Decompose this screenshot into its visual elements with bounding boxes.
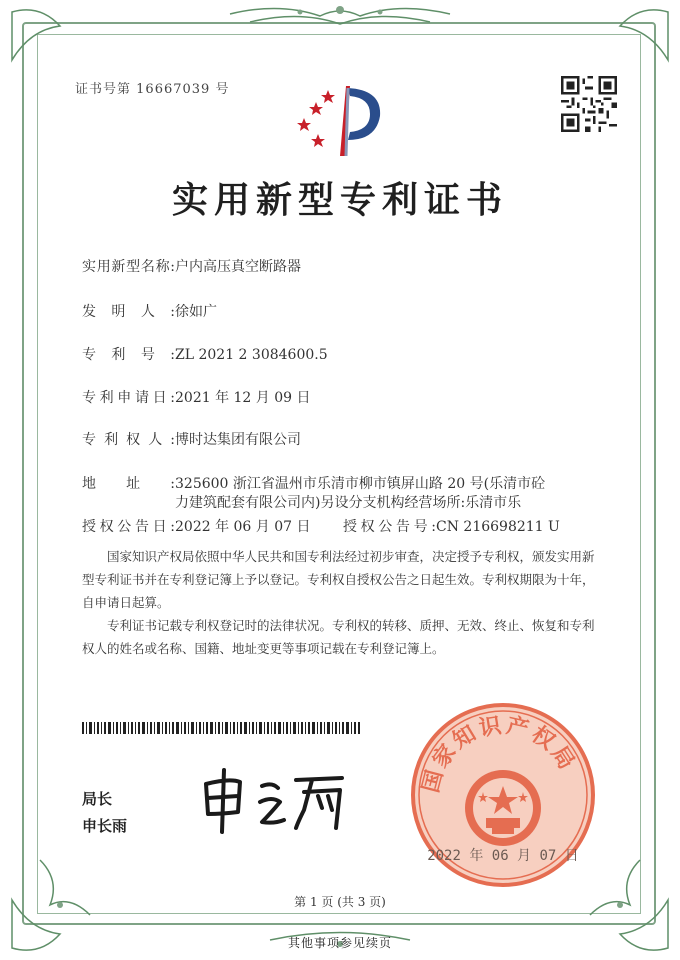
body-paragraph-1: 国家知识产权局依照中华人民共和国专利法经过初步审查，决定授予专利权，颁发实用新型专利证书并在专利登记簿上予以登记。专利权自授权公告之日起生效。专利权期限为十年，自申请日起算。 — [82, 549, 595, 610]
utility-model-name-row — [82, 258, 301, 276]
qr-code-icon — [561, 76, 617, 132]
patent-number-row — [82, 346, 328, 364]
address-line-1: 325600 浙江省温州市乐清市柳市镇屏山路 20 号(乐清市砼 — [175, 476, 546, 492]
utility-model-name-value: 户内高压真空断路器 — [175, 259, 301, 275]
continuation-note: 其他事项参见续页 — [287, 936, 392, 950]
director-name: 申长雨 — [82, 817, 128, 835]
certificate-number-label: 证书号第 — [75, 82, 132, 97]
cnipa-logo-icon — [290, 76, 390, 166]
application-date-label: 专利申请日: — [82, 390, 175, 406]
director-title: 局长 — [82, 790, 113, 808]
certificate-number — [75, 78, 229, 97]
grant-date-value: 2022 年 06 月 07 日 — [175, 519, 311, 535]
official-seal — [408, 700, 598, 890]
barcode-icon — [82, 722, 360, 734]
utility-model-name-label: 实用新型名称: — [82, 259, 175, 275]
address-line-2: 力建筑配套有限公司内)另设分支机构经营场所:乐清市乐 — [175, 495, 522, 511]
grant-number-row — [343, 518, 560, 536]
body-paragraph-2: 专利证书记载专利权登记时的法律状况。专利权的转移、质押、无效、终止、恢复和专利权人的姓名或名称、国籍、地址变更等事项记载在专利登记簿上。 — [82, 618, 595, 656]
certificate-title: 实用新型专利证书 — [171, 179, 508, 221]
address-label: 地址: — [82, 476, 175, 492]
patentee-row — [82, 431, 301, 449]
handwritten-signature — [200, 762, 350, 842]
svg-text:国家知识产权局: 国家知识产权局 — [417, 712, 582, 796]
page-indicator: 第 1 页 (共 3 页) — [294, 895, 386, 909]
application-date-value: 2021 年 12 月 09 日 — [175, 390, 311, 406]
inventor-row — [82, 303, 217, 321]
patent-number-value: ZL 2021 2 3084600.5 — [175, 347, 328, 363]
application-date-row — [82, 389, 311, 407]
patentee-label: 专利权人: — [82, 432, 175, 448]
inventor-label: 发明人: — [82, 304, 175, 320]
patentee-value: 博时达集团有限公司 — [175, 432, 301, 448]
patent-number-label: 专利号: — [82, 347, 175, 363]
certificate-number-value: 16667039 — [136, 82, 211, 97]
inventor-value: 徐如广 — [175, 304, 217, 320]
certificate-number-suffix: 号 — [215, 82, 230, 97]
grant-date-row — [82, 518, 311, 536]
address-row — [82, 475, 545, 493]
grant-number-value: CN 216698211 U — [436, 519, 560, 535]
grant-date-label: 授权公告日: — [82, 519, 175, 535]
grant-number-label: 授权公告号: — [343, 519, 436, 535]
seal-date: 2022 年 06 月 07 日 — [427, 848, 579, 864]
